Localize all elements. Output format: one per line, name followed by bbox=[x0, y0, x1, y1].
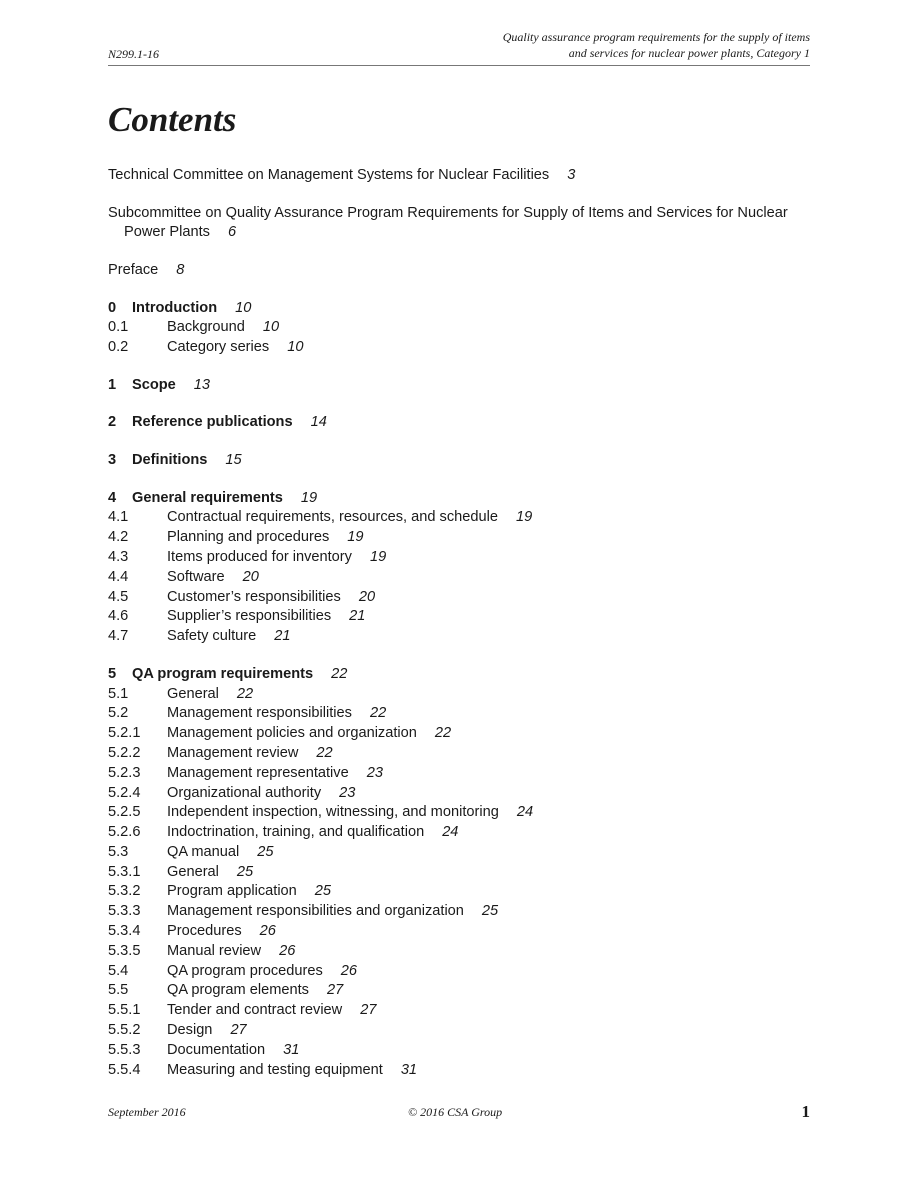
page-title: Contents bbox=[108, 100, 237, 139]
toc-entry-page: 26 bbox=[279, 942, 296, 959]
page-number: 1 bbox=[801, 1102, 810, 1121]
toc-entry-title: Independent inspection, witnessing, and monitoring bbox=[167, 804, 499, 821]
toc-entry-page: 22 bbox=[369, 705, 387, 722]
toc-chapter-0[interactable] bbox=[108, 299, 818, 319]
toc-chapter-title: Reference publications bbox=[132, 414, 293, 431]
toc-entry-title: QA manual bbox=[167, 843, 240, 860]
toc-entry-title: Supplier’s responsibilities bbox=[167, 608, 332, 625]
toc-entry-4-3[interactable] bbox=[108, 548, 818, 568]
toc-entry-number: 0.1 bbox=[108, 319, 129, 336]
toc-entry-5-2-4[interactable] bbox=[108, 784, 818, 804]
toc-chapter-page: 10 bbox=[235, 299, 252, 316]
toc-entry-title: Technical Committee on Management Systems for Nuclear Facilities bbox=[108, 167, 550, 183]
toc-entry-number: 5.2.6 bbox=[108, 824, 141, 841]
toc-chapter-title: Definitions bbox=[132, 451, 208, 468]
toc-chapter-4[interactable] bbox=[108, 489, 818, 509]
toc-chapter-title: QA program requirements bbox=[132, 665, 314, 682]
toc-entry-page: 22 bbox=[434, 725, 452, 742]
toc-entry-title: Background bbox=[167, 319, 245, 336]
toc-entry-4-5[interactable] bbox=[108, 588, 818, 608]
toc-entry-page: 21 bbox=[274, 628, 291, 645]
document-title-line-1: Quality assurance program requirements for the supply of items bbox=[502, 30, 810, 44]
toc-entry-page: 27 bbox=[326, 982, 344, 999]
toc-entry-5-3-2[interactable] bbox=[108, 882, 818, 902]
toc-entry-title: Category series bbox=[167, 339, 270, 356]
toc-entry-page: 25 bbox=[236, 863, 254, 880]
toc-entry-title: Program application bbox=[167, 883, 297, 900]
toc-entry-title: Procedures bbox=[167, 923, 242, 940]
toc-entry-page: 23 bbox=[366, 764, 383, 781]
document-id: N299.1-16 bbox=[108, 47, 159, 61]
toc-entry-page: 31 bbox=[400, 1061, 418, 1078]
toc-entry-page: 22 bbox=[236, 685, 254, 702]
toc-entry-page: 24 bbox=[516, 804, 534, 821]
toc-entry-number: 5.3.4 bbox=[108, 923, 141, 940]
toc-entry-title: Management responsibilities bbox=[167, 705, 352, 722]
toc-chapter-page: 15 bbox=[225, 451, 242, 468]
toc-entry-page: 24 bbox=[442, 824, 459, 841]
toc-entry-number: 5.2.3 bbox=[108, 764, 141, 781]
toc-entry-number: 4.7 bbox=[108, 628, 129, 645]
toc-entry-title: General bbox=[167, 685, 219, 702]
toc-entry-number: 5.2.1 bbox=[108, 725, 141, 742]
toc-entry-5-5-1[interactable] bbox=[108, 1001, 818, 1021]
table-of-contents bbox=[108, 166, 818, 1080]
toc-entry-title: Contractual requirements, resources, and schedule bbox=[167, 509, 498, 526]
toc-entry-title: Management review bbox=[167, 744, 299, 761]
toc-chapter-number: 4 bbox=[108, 489, 117, 506]
toc-entry-4-6[interactable] bbox=[108, 607, 818, 627]
toc-entry-title: Safety culture bbox=[167, 628, 257, 645]
toc-entry-title: Management responsibilities and organization bbox=[167, 903, 464, 920]
toc-chapter-number: 5 bbox=[108, 665, 117, 682]
toc-entry-title: Subcommittee on Quality Assurance Program Requirements for Supply of Items and Services for Nuclear Power Plants bbox=[108, 204, 788, 241]
toc-entry-page: 27 bbox=[230, 1022, 247, 1039]
toc-chapter-3[interactable] bbox=[108, 451, 818, 471]
toc-entry-page: 25 bbox=[314, 883, 332, 900]
toc-entry-page: 3 bbox=[567, 167, 576, 183]
toc-entry-title: Management representative bbox=[167, 764, 349, 781]
footer-date: September 2016 bbox=[108, 1105, 186, 1119]
toc-entry-5-3[interactable] bbox=[108, 843, 818, 863]
toc-entry-title: Customer’s responsibilities bbox=[167, 588, 341, 605]
toc-entry-5-3-3[interactable] bbox=[108, 902, 818, 922]
toc-entry-number: 5.3.3 bbox=[108, 903, 141, 920]
toc-entry-technical-committee[interactable] bbox=[108, 166, 818, 186]
toc-entry-page: 19 bbox=[515, 509, 533, 526]
toc-entry-page: 21 bbox=[349, 608, 366, 625]
toc-entry-number: 4.4 bbox=[108, 568, 129, 585]
toc-entry-5-5-4[interactable] bbox=[108, 1061, 818, 1081]
toc-entry-number: 5.5.1 bbox=[108, 1002, 141, 1019]
toc-chapter-number: 1 bbox=[108, 376, 117, 393]
toc-entry-number: 5.4 bbox=[108, 962, 129, 979]
toc-entry-title: QA program elements bbox=[167, 982, 309, 999]
toc-entry-page: 20 bbox=[242, 568, 259, 585]
toc-entry-title: Software bbox=[167, 568, 225, 585]
toc-entry-number: 5.5.2 bbox=[108, 1022, 141, 1039]
toc-entry-title: Organizational authority bbox=[167, 784, 322, 801]
toc-entry-page: 10 bbox=[287, 339, 304, 356]
toc-entry-5-5-2[interactable] bbox=[108, 1021, 818, 1041]
toc-entry-5-4[interactable] bbox=[108, 962, 818, 982]
toc-entry-5-5[interactable] bbox=[108, 981, 818, 1001]
toc-entry-title: General bbox=[167, 863, 219, 880]
toc-entry-4-4[interactable] bbox=[108, 568, 818, 588]
toc-entry-page: 23 bbox=[339, 784, 356, 801]
toc-entry-0-1[interactable] bbox=[108, 318, 818, 338]
toc-entry-5-2-1[interactable] bbox=[108, 724, 818, 744]
toc-entry-4-2[interactable] bbox=[108, 528, 818, 548]
toc-entry-title: Items produced for inventory bbox=[167, 548, 352, 565]
toc-entry-title: Indoctrination, training, and qualification bbox=[167, 824, 425, 841]
toc-entry-title: QA program procedures bbox=[167, 962, 323, 979]
document-title-line-2: and services for nuclear power plants, Category 1 bbox=[568, 46, 810, 60]
toc-chapter-page: 13 bbox=[193, 376, 211, 393]
toc-chapter-page: 22 bbox=[331, 665, 348, 682]
toc-entry-5-3-4[interactable] bbox=[108, 922, 818, 942]
toc-entry-title: Manual review bbox=[167, 942, 262, 959]
toc-entry-number: 5.5.3 bbox=[108, 1041, 141, 1058]
toc-chapter-title: Introduction bbox=[132, 299, 218, 316]
toc-chapter-1[interactable] bbox=[108, 376, 818, 396]
toc-entry-4-1[interactable] bbox=[108, 508, 818, 528]
toc-chapter-number: 2 bbox=[108, 414, 117, 431]
toc-entry-page: 31 bbox=[283, 1041, 300, 1058]
toc-entry-number: 5.3.1 bbox=[108, 863, 141, 880]
toc-entry-page: 26 bbox=[340, 962, 357, 979]
toc-entry-page: 8 bbox=[176, 261, 185, 278]
toc-entry-number: 5.2 bbox=[108, 705, 129, 722]
toc-entry-5-3-5[interactable] bbox=[108, 942, 818, 962]
toc-entry-number: 4.1 bbox=[108, 509, 129, 526]
toc-entry-page: 19 bbox=[347, 529, 364, 546]
toc-entry-number: 5.1 bbox=[108, 685, 129, 702]
toc-entry-number: 5.2.4 bbox=[108, 784, 141, 801]
toc-entry-number: 4.6 bbox=[108, 608, 129, 625]
toc-entry-5-2[interactable] bbox=[108, 704, 818, 724]
toc-entry-title: Tender and contract review bbox=[167, 1002, 343, 1019]
toc-entry-number: 4.3 bbox=[108, 548, 129, 565]
footer-copyright: © 2016 CSA Group bbox=[408, 1105, 503, 1119]
toc-chapter-page: 19 bbox=[300, 489, 318, 506]
toc-entry-5-2-2[interactable] bbox=[108, 744, 818, 764]
toc-chapter-5[interactable] bbox=[108, 665, 818, 685]
toc-entry-title: Management policies and organization bbox=[167, 725, 417, 742]
toc-entry-number: 5.5 bbox=[108, 982, 129, 999]
toc-entry-page: 25 bbox=[481, 903, 499, 920]
toc-entry-5-5-3[interactable] bbox=[108, 1041, 818, 1061]
toc-entry-5-1[interactable] bbox=[108, 685, 818, 705]
toc-entry-page: 25 bbox=[257, 843, 274, 860]
toc-entry-page: 20 bbox=[358, 588, 376, 605]
toc-entry-5-2-6[interactable] bbox=[108, 823, 818, 843]
toc-entry-page: 27 bbox=[360, 1002, 377, 1019]
toc-chapter-page: 14 bbox=[310, 414, 327, 431]
toc-entry-5-3-1[interactable] bbox=[108, 863, 818, 883]
toc-entry-page: 26 bbox=[259, 923, 276, 940]
toc-entry-0-2[interactable] bbox=[108, 338, 818, 358]
toc-entry-title: Design bbox=[167, 1022, 213, 1039]
toc-entry-title: Measuring and testing equipment bbox=[167, 1061, 383, 1078]
toc-entry-number: 5.2.2 bbox=[108, 744, 141, 761]
toc-entry-title: Planning and procedures bbox=[167, 529, 330, 546]
toc-entry-preface[interactable] bbox=[108, 261, 818, 281]
toc-chapter-2[interactable] bbox=[108, 413, 818, 433]
toc-entry-title: Preface bbox=[108, 261, 159, 278]
toc-entry-number: 4.5 bbox=[108, 588, 129, 605]
toc-chapter-title: General requirements bbox=[132, 489, 283, 506]
toc-entry-number: 5.5.4 bbox=[108, 1061, 141, 1078]
toc-entry-page: 10 bbox=[262, 319, 280, 336]
toc-entry-page: 19 bbox=[369, 548, 387, 565]
toc-entry-number: 0.2 bbox=[108, 339, 129, 356]
running-header bbox=[108, 26, 810, 66]
toc-entry-subcommittee[interactable] bbox=[108, 204, 818, 244]
toc-entry-page: 22 bbox=[316, 744, 333, 761]
toc-chapter-number: 3 bbox=[108, 451, 117, 468]
toc-entry-5-2-5[interactable] bbox=[108, 803, 818, 823]
toc-entry-number: 5.3.2 bbox=[108, 883, 141, 900]
toc-entry-number: 5.3.5 bbox=[108, 942, 141, 959]
toc-entry-title: Documentation bbox=[167, 1041, 266, 1058]
document-title bbox=[503, 29, 810, 61]
toc-chapter-title: Scope bbox=[132, 376, 176, 393]
toc-entry-number: 5.2.5 bbox=[108, 804, 141, 821]
running-footer bbox=[108, 1102, 810, 1126]
toc-entry-number: 5.3 bbox=[108, 843, 129, 860]
toc-chapter-number: 0 bbox=[108, 299, 117, 316]
toc-entry-number: 4.2 bbox=[108, 529, 129, 546]
toc-entry-4-7[interactable] bbox=[108, 627, 818, 647]
toc-entry-5-2-3[interactable] bbox=[108, 764, 818, 784]
toc-entry-page: 6 bbox=[227, 224, 237, 241]
